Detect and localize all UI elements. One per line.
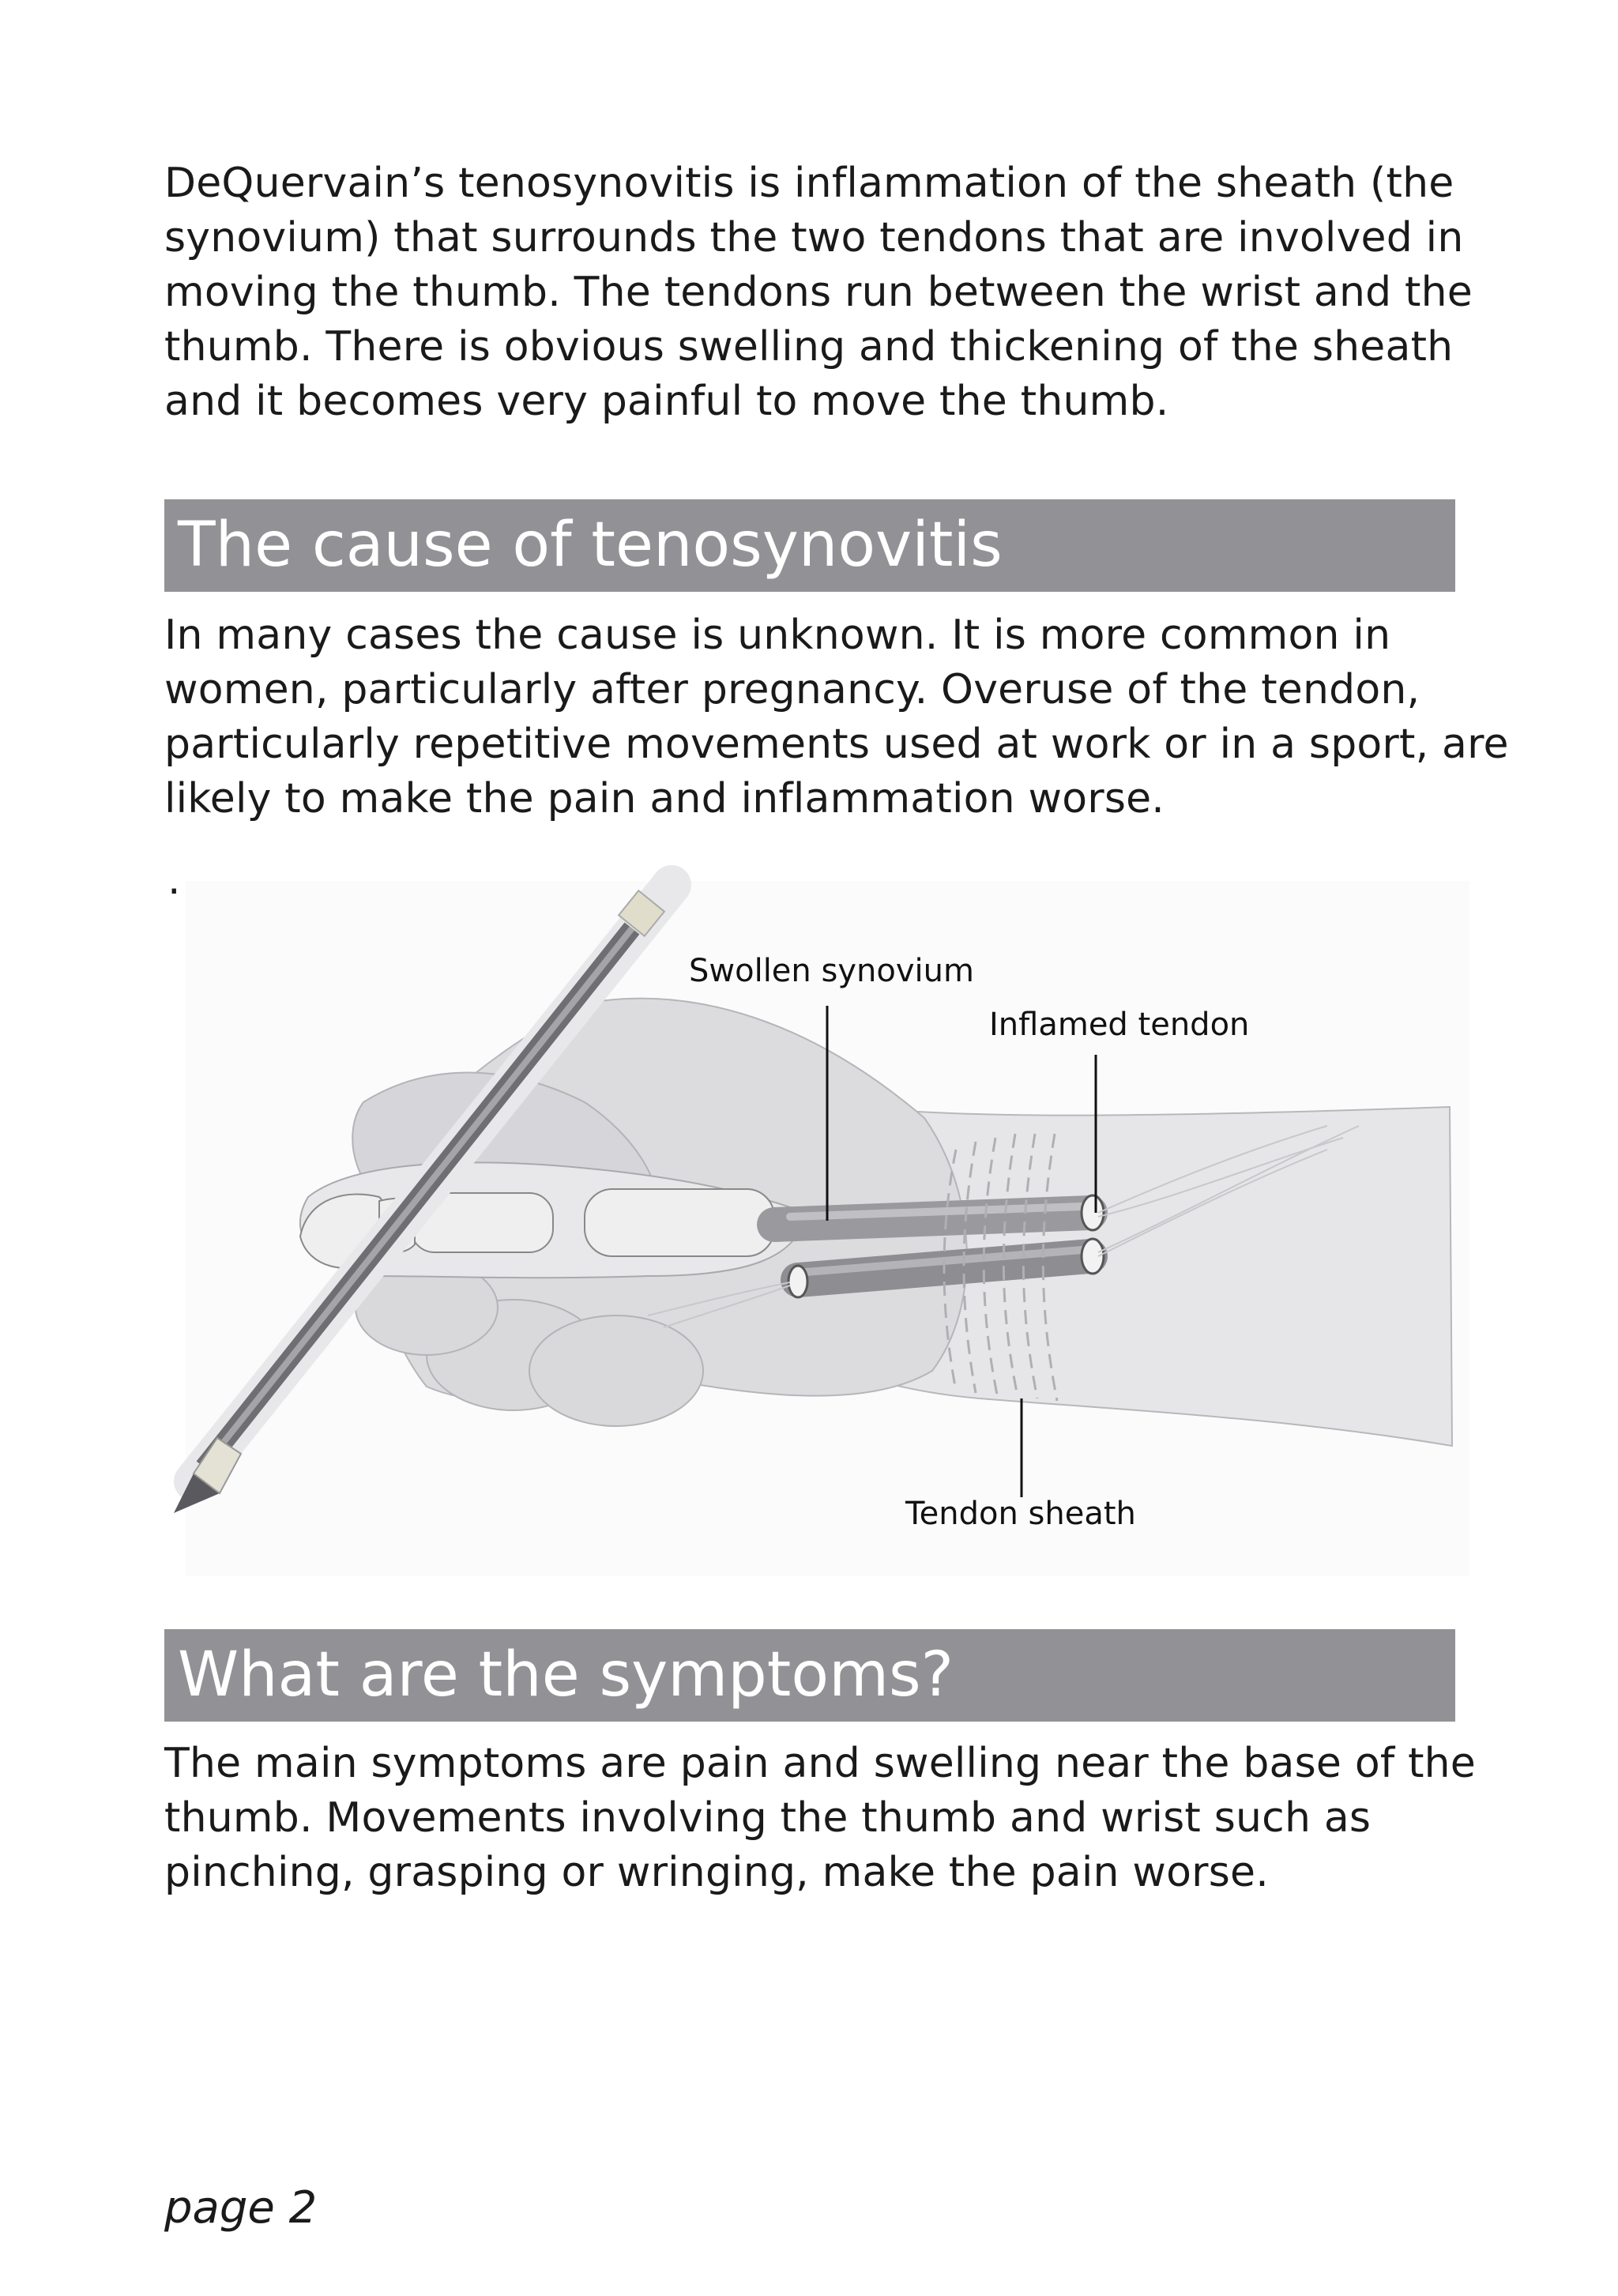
curled-finger-2: [529, 1315, 703, 1426]
thumb-metacarpal-bone: [585, 1189, 774, 1256]
swollen-synovium-label: Swollen synovium: [689, 953, 974, 989]
intro-line-2: synovium) that surrounds the two tendons that are involved in: [164, 214, 1464, 262]
cause-heading: The cause of tenosynovitis: [178, 510, 1003, 581]
symptoms-line-3: pinching, grasping or wringing, make the pain worse.: [164, 1849, 1269, 1896]
symptoms-line-2: thumb. Movements involving the thumb and wrist such as: [164, 1794, 1372, 1842]
intro-line-5: and it becomes very painful to move the thumb.: [164, 378, 1169, 425]
cause-line-4: likely to make the pain and inflammation worse.: [164, 775, 1165, 822]
tendon-sheath-label: Tendon sheath: [905, 1496, 1136, 1532]
cause-heading-bar: [164, 499, 1455, 592]
cause-paragraph: [164, 608, 1509, 826]
stray-period: .: [167, 856, 181, 904]
page-number: page 2: [164, 2182, 318, 2234]
cause-line-3: particularly repetitive movements used at work or in a sport, are: [164, 721, 1509, 768]
symptoms-heading: What are the symptoms?: [178, 1639, 954, 1711]
cause-line-1: In many cases the cause is unknown. It is more common in: [164, 612, 1391, 659]
intro-line-1: DeQuervain’s tenosynovitis is inflammation of the sheath (the: [164, 160, 1454, 207]
inflamed-tendon-label: Inflamed tendon: [989, 1007, 1250, 1043]
cause-line-2: women, particularly after pregnancy. Overuse of the tendon,: [164, 666, 1420, 713]
symptoms-heading-bar: [164, 1629, 1455, 1722]
intro-paragraph: [164, 156, 1473, 429]
tenosynovitis-illustration: [142, 865, 1469, 1576]
intro-line-3: moving the thumb. The tendons run between the wrist and the: [164, 269, 1473, 316]
lower-tendon-end: [1082, 1239, 1104, 1274]
upper-tendon-end: [1082, 1195, 1104, 1230]
thumb-tendon-end: [788, 1266, 807, 1297]
symptoms-line-1: The main symptoms are pain and swelling near the base of the: [164, 1740, 1477, 1787]
symptoms-paragraph: [164, 1737, 1477, 1900]
intro-line-4: thumb. There is obvious swelling and thickening of the sheath: [164, 323, 1454, 371]
